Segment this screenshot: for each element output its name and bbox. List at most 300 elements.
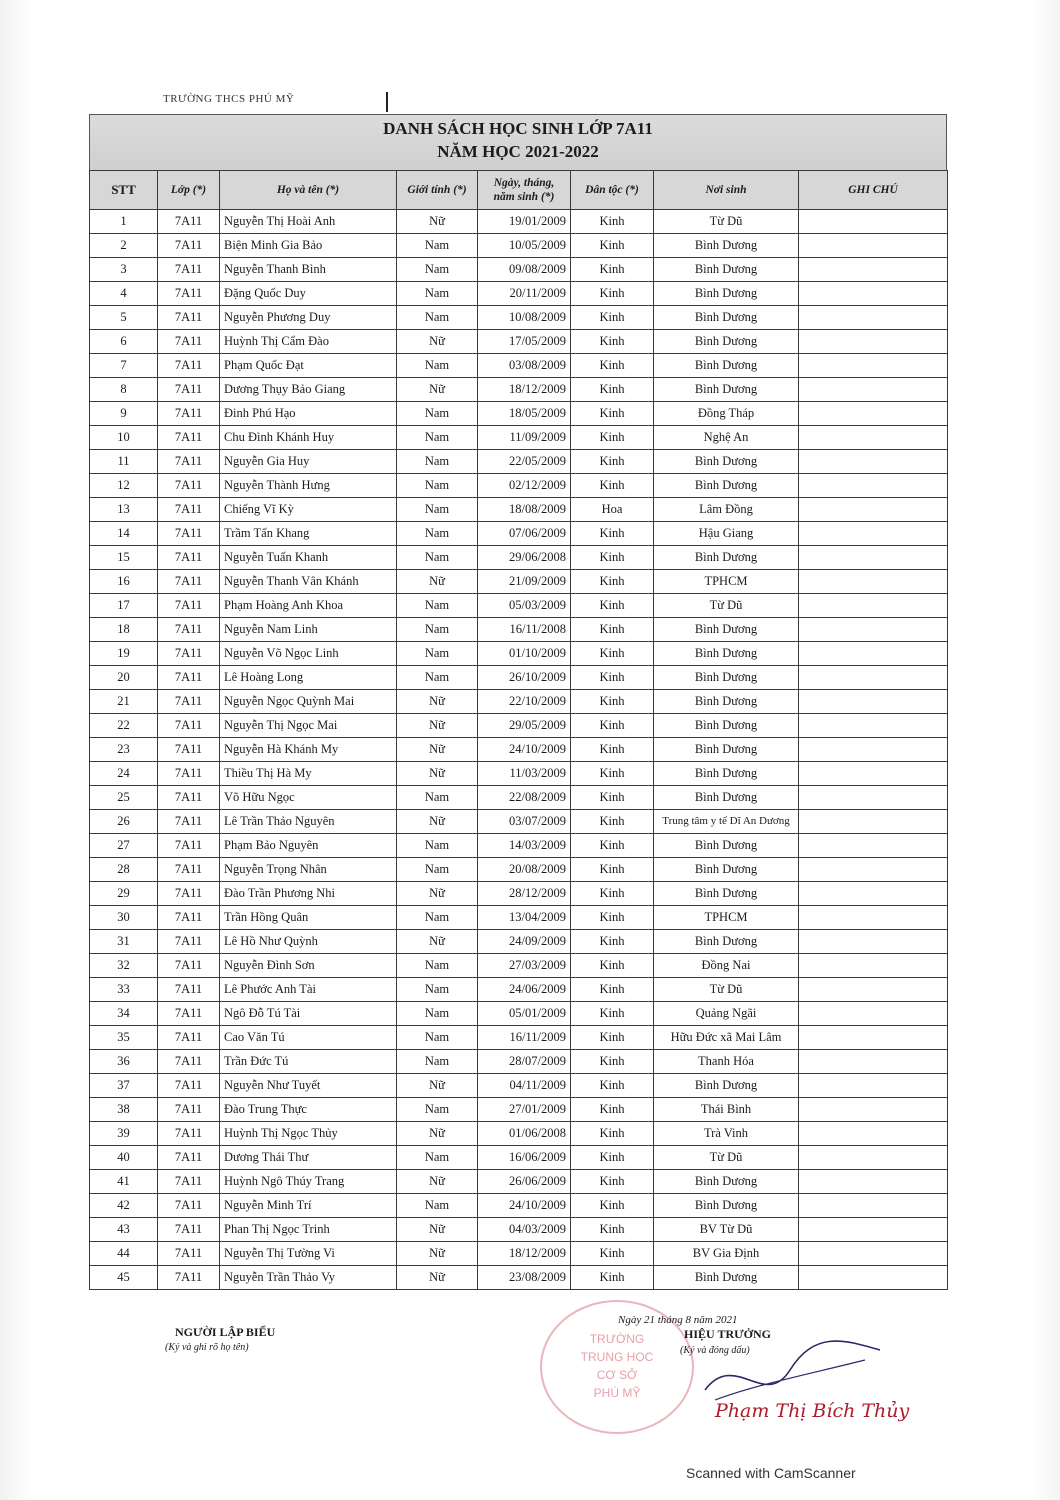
table-row <box>90 834 948 858</box>
cell-birthplace: Bình Dương <box>654 666 799 690</box>
cell-class: 7A11 <box>158 1146 220 1170</box>
cell-stt: 19 <box>90 642 158 666</box>
cell-name: Huỳnh Thị Cẩm Đào <box>220 330 397 354</box>
cell-birthplace: Từ Dũ <box>654 210 799 234</box>
table-row <box>90 1242 948 1266</box>
cell-ethnicity: Kinh <box>571 1194 654 1218</box>
cell-ethnicity: Kinh <box>571 354 654 378</box>
cell-class: 7A11 <box>158 234 220 258</box>
cell-notes <box>799 258 948 282</box>
cell-dob: 22/08/2009 <box>478 786 571 810</box>
cell-stt: 7 <box>90 354 158 378</box>
cell-birthplace: Bình Dương <box>654 1194 799 1218</box>
cell-dob: 09/08/2009 <box>478 258 571 282</box>
cell-name: Nguyễn Thị Ngọc Mai <box>220 714 397 738</box>
table-row <box>90 354 948 378</box>
cell-name: Nguyễn Tuấn Khanh <box>220 546 397 570</box>
cell-gender: Nam <box>397 1146 478 1170</box>
cell-ethnicity: Kinh <box>571 1074 654 1098</box>
cell-class: 7A11 <box>158 1170 220 1194</box>
cell-birthplace: Bình Dương <box>654 714 799 738</box>
cell-stt: 22 <box>90 714 158 738</box>
table-row <box>90 234 948 258</box>
cell-gender: Nữ <box>397 378 478 402</box>
cell-name: Nguyễn Thanh Bình <box>220 258 397 282</box>
cell-class: 7A11 <box>158 306 220 330</box>
cell-stt: 1 <box>90 210 158 234</box>
cell-name: Nguyễn Võ Ngọc Linh <box>220 642 397 666</box>
cell-name: Lê Hồ Như Quỳnh <box>220 930 397 954</box>
cell-class: 7A11 <box>158 762 220 786</box>
col-header-birthplace: Nơi sinh <box>654 171 799 210</box>
cell-notes <box>799 666 948 690</box>
cell-notes <box>799 354 948 378</box>
cell-dob: 17/05/2009 <box>478 330 571 354</box>
col-header-ethnicity: Dân tộc (*) <box>571 171 654 210</box>
cell-birthplace: Bình Dương <box>654 258 799 282</box>
cell-dob: 20/11/2009 <box>478 282 571 306</box>
cell-stt: 28 <box>90 858 158 882</box>
cell-class: 7A11 <box>158 738 220 762</box>
scanner-watermark: Scanned with CamScanner <box>686 1465 856 1481</box>
cell-gender: Nam <box>397 906 478 930</box>
cell-ethnicity: Kinh <box>571 594 654 618</box>
cell-name: Cao Văn Tú <box>220 1026 397 1050</box>
cell-ethnicity: Kinh <box>571 1002 654 1026</box>
student-rows <box>90 210 948 1290</box>
cell-notes <box>799 330 948 354</box>
table-row <box>90 714 948 738</box>
cell-dob: 24/09/2009 <box>478 930 571 954</box>
cell-gender: Nam <box>397 978 478 1002</box>
cell-ethnicity: Kinh <box>571 618 654 642</box>
table-row <box>90 1098 948 1122</box>
cell-dob: 05/01/2009 <box>478 1002 571 1026</box>
cell-name: Phạm Bảo Nguyên <box>220 834 397 858</box>
cell-ethnicity: Kinh <box>571 570 654 594</box>
table-row <box>90 426 948 450</box>
cell-stt: 5 <box>90 306 158 330</box>
cell-dob: 22/10/2009 <box>478 690 571 714</box>
cell-ethnicity: Kinh <box>571 330 654 354</box>
cell-stt: 33 <box>90 978 158 1002</box>
table-row <box>90 786 948 810</box>
cell-notes <box>799 474 948 498</box>
cell-dob: 18/08/2009 <box>478 498 571 522</box>
cell-stt: 42 <box>90 1194 158 1218</box>
table-header-row <box>90 171 948 210</box>
cell-class: 7A11 <box>158 858 220 882</box>
cell-stt: 2 <box>90 234 158 258</box>
cell-birthplace: Trung tâm y tế Dĩ An Dương <box>654 810 799 834</box>
cell-notes <box>799 858 948 882</box>
cell-gender: Nữ <box>397 1266 478 1290</box>
table-row <box>90 858 948 882</box>
cell-name: Nguyễn Phương Duy <box>220 306 397 330</box>
cell-birthplace: Bình Dương <box>654 618 799 642</box>
cell-dob: 05/03/2009 <box>478 594 571 618</box>
cell-birthplace: TPHCM <box>654 906 799 930</box>
cell-ethnicity: Kinh <box>571 1242 654 1266</box>
cell-gender: Nam <box>397 1002 478 1026</box>
cell-stt: 21 <box>90 690 158 714</box>
cell-dob: 10/08/2009 <box>478 306 571 330</box>
cell-ethnicity: Kinh <box>571 258 654 282</box>
col-header-name: Họ và tên (*) <box>220 171 397 210</box>
table-row <box>90 450 948 474</box>
cell-dob: 16/11/2009 <box>478 1026 571 1050</box>
table-row <box>90 1122 948 1146</box>
table-row <box>90 474 948 498</box>
school-year: NĂM HỌC 2021-2022 <box>437 142 599 161</box>
cell-ethnicity: Kinh <box>571 738 654 762</box>
cell-ethnicity: Kinh <box>571 642 654 666</box>
cell-dob: 10/05/2009 <box>478 234 571 258</box>
cell-birthplace: Hậu Giang <box>654 522 799 546</box>
principal-signature: Phạm Thị Bích Thủy <box>715 1400 910 1422</box>
cell-ethnicity: Kinh <box>571 1122 654 1146</box>
cell-notes <box>799 1026 948 1050</box>
cell-birthplace: Thái Bình <box>654 1098 799 1122</box>
cell-birthplace: Quảng Ngãi <box>654 1002 799 1026</box>
cell-dob: 18/05/2009 <box>478 402 571 426</box>
cell-ethnicity: Kinh <box>571 666 654 690</box>
cell-gender: Nữ <box>397 1170 478 1194</box>
cell-stt: 27 <box>90 834 158 858</box>
cell-gender: Nam <box>397 354 478 378</box>
table-row <box>90 498 948 522</box>
preparer-title: NGƯỜI LẬP BIỂU <box>175 1325 276 1339</box>
table-row <box>90 1026 948 1050</box>
cell-class: 7A11 <box>158 378 220 402</box>
cell-stt: 32 <box>90 954 158 978</box>
cell-birthplace: Đồng Nai <box>654 954 799 978</box>
cell-dob: 16/11/2008 <box>478 618 571 642</box>
cell-notes <box>799 1122 948 1146</box>
cell-class: 7A11 <box>158 834 220 858</box>
cell-dob: 01/10/2009 <box>478 642 571 666</box>
cell-gender: Nữ <box>397 1218 478 1242</box>
col-header-class: Lớp (*) <box>158 171 220 210</box>
cell-gender: Nam <box>397 282 478 306</box>
cell-class: 7A11 <box>158 978 220 1002</box>
cell-class: 7A11 <box>158 882 220 906</box>
table-row <box>90 1170 948 1194</box>
cell-birthplace: Hữu Đức xã Mai Lâm <box>654 1026 799 1050</box>
table-row <box>90 954 948 978</box>
cell-ethnicity: Kinh <box>571 834 654 858</box>
cell-dob: 11/03/2009 <box>478 762 571 786</box>
table-row <box>90 882 948 906</box>
cell-dob: 18/12/2009 <box>478 1242 571 1266</box>
preparer-note: (Ký và ghi rõ họ tên) <box>165 1342 249 1353</box>
cell-ethnicity: Hoa <box>571 498 654 522</box>
cell-notes <box>799 1002 948 1026</box>
cell-class: 7A11 <box>158 1050 220 1074</box>
cell-notes <box>799 1194 948 1218</box>
cell-gender: Nam <box>397 1098 478 1122</box>
cell-notes <box>799 834 948 858</box>
cell-stt: 44 <box>90 1242 158 1266</box>
cell-dob: 29/05/2009 <box>478 714 571 738</box>
cell-gender: Nam <box>397 474 478 498</box>
cell-ethnicity: Kinh <box>571 1266 654 1290</box>
cell-gender: Nam <box>397 426 478 450</box>
cell-name: Võ Hữu Ngọc <box>220 786 397 810</box>
table-row <box>90 762 948 786</box>
cell-stt: 20 <box>90 666 158 690</box>
table-row <box>90 1050 948 1074</box>
cell-stt: 23 <box>90 738 158 762</box>
stamp-line: CƠ SỞ <box>596 1368 638 1382</box>
cell-name: Đào Trần Phương Nhi <box>220 882 397 906</box>
cell-ethnicity: Kinh <box>571 522 654 546</box>
cell-notes <box>799 1242 948 1266</box>
cell-class: 7A11 <box>158 522 220 546</box>
cell-dob: 16/06/2009 <box>478 1146 571 1170</box>
cell-class: 7A11 <box>158 594 220 618</box>
cell-class: 7A11 <box>158 1002 220 1026</box>
table-row <box>90 690 948 714</box>
cell-name: Biện Minh Gia Bảo <box>220 234 397 258</box>
cell-stt: 17 <box>90 594 158 618</box>
cell-gender: Nữ <box>397 1242 478 1266</box>
cell-name: Nguyễn Minh Trí <box>220 1194 397 1218</box>
cell-notes <box>799 618 948 642</box>
table-row <box>90 1146 948 1170</box>
cell-stt: 18 <box>90 618 158 642</box>
cell-gender: Nam <box>397 1194 478 1218</box>
cell-stt: 10 <box>90 426 158 450</box>
table-row <box>90 522 948 546</box>
cell-name: Thiều Thị Hà My <box>220 762 397 786</box>
cell-ethnicity: Kinh <box>571 954 654 978</box>
cell-notes <box>799 1146 948 1170</box>
cell-class: 7A11 <box>158 1122 220 1146</box>
cell-class: 7A11 <box>158 1242 220 1266</box>
cell-ethnicity: Kinh <box>571 762 654 786</box>
cell-dob: 23/08/2009 <box>478 1266 571 1290</box>
cell-notes <box>799 546 948 570</box>
cell-birthplace: Bình Dương <box>654 642 799 666</box>
cell-name: Nguyễn Trần Thảo Vy <box>220 1266 397 1290</box>
cell-notes <box>799 1050 948 1074</box>
cell-gender: Nữ <box>397 1074 478 1098</box>
cell-stt: 39 <box>90 1122 158 1146</box>
school-name: TRƯỜNG THCS PHÚ MỸ <box>163 93 295 105</box>
cell-stt: 25 <box>90 786 158 810</box>
cell-class: 7A11 <box>158 402 220 426</box>
cell-stt: 11 <box>90 450 158 474</box>
cell-ethnicity: Kinh <box>571 282 654 306</box>
cell-stt: 40 <box>90 1146 158 1170</box>
cell-birthplace: Bình Dương <box>654 378 799 402</box>
cell-class: 7A11 <box>158 1194 220 1218</box>
page-title: DANH SÁCH HỌC SINH LỚP 7A11 <box>383 119 653 138</box>
cell-name: Trần Hồng Quân <box>220 906 397 930</box>
cell-class: 7A11 <box>158 498 220 522</box>
cell-notes <box>799 594 948 618</box>
cell-ethnicity: Kinh <box>571 930 654 954</box>
cell-birthplace: Thanh Hóa <box>654 1050 799 1074</box>
table-row <box>90 618 948 642</box>
cell-stt: 36 <box>90 1050 158 1074</box>
cell-name: Nguyễn Thị Tường Vi <box>220 1242 397 1266</box>
cell-name: Nguyễn Thanh Vân Khánh <box>220 570 397 594</box>
cell-class: 7A11 <box>158 906 220 930</box>
cell-stt: 29 <box>90 882 158 906</box>
cell-ethnicity: Kinh <box>571 786 654 810</box>
table-row <box>90 570 948 594</box>
cell-dob: 24/10/2009 <box>478 1194 571 1218</box>
col-header-gender: Giới tính (*) <box>397 171 478 210</box>
cell-gender: Nam <box>397 306 478 330</box>
cell-name: Huỳnh Ngô Thúy Trang <box>220 1170 397 1194</box>
cell-birthplace: Bình Dương <box>654 882 799 906</box>
cell-notes <box>799 1218 948 1242</box>
table-row <box>90 1002 948 1026</box>
cell-dob: 18/12/2009 <box>478 378 571 402</box>
cell-stt: 45 <box>90 1266 158 1290</box>
cell-notes <box>799 282 948 306</box>
cell-birthplace: BV Gia Định <box>654 1242 799 1266</box>
cell-notes <box>799 522 948 546</box>
cell-ethnicity: Kinh <box>571 978 654 1002</box>
cell-gender: Nam <box>397 954 478 978</box>
cell-notes <box>799 714 948 738</box>
cell-class: 7A11 <box>158 618 220 642</box>
cell-dob: 14/03/2009 <box>478 834 571 858</box>
cell-notes <box>799 498 948 522</box>
cell-class: 7A11 <box>158 1266 220 1290</box>
cell-class: 7A11 <box>158 930 220 954</box>
cell-birthplace: Bình Dương <box>654 690 799 714</box>
cell-birthplace: Từ Dũ <box>654 978 799 1002</box>
cell-notes <box>799 882 948 906</box>
cell-name: Phạm Quốc Đạt <box>220 354 397 378</box>
cell-name: Đặng Quốc Duy <box>220 282 397 306</box>
table-row <box>90 402 948 426</box>
cell-class: 7A11 <box>158 690 220 714</box>
cell-gender: Nam <box>397 858 478 882</box>
cell-name: Nguyễn Nam Linh <box>220 618 397 642</box>
cell-ethnicity: Kinh <box>571 882 654 906</box>
cell-name: Đinh Phú Hạo <box>220 402 397 426</box>
cell-gender: Nữ <box>397 714 478 738</box>
cell-gender: Nam <box>397 402 478 426</box>
cell-name: Nguyễn Ngọc Quỳnh Mai <box>220 690 397 714</box>
cell-name: Nguyễn Hà Khánh My <box>220 738 397 762</box>
cell-name: Ngô Đỗ Tú Tài <box>220 1002 397 1026</box>
cell-name: Nguyễn Thành Hưng <box>220 474 397 498</box>
cell-name: Nguyễn Trọng Nhân <box>220 858 397 882</box>
cell-notes <box>799 642 948 666</box>
cell-gender: Nam <box>397 258 478 282</box>
cell-dob: 22/05/2009 <box>478 450 571 474</box>
cell-birthplace: Bình Dương <box>654 834 799 858</box>
cell-ethnicity: Kinh <box>571 1050 654 1074</box>
table-row <box>90 1218 948 1242</box>
cell-ethnicity: Kinh <box>571 858 654 882</box>
cell-stt: 34 <box>90 1002 158 1026</box>
cell-dob: 03/08/2009 <box>478 354 571 378</box>
cell-dob: 13/04/2009 <box>478 906 571 930</box>
cell-dob: 04/11/2009 <box>478 1074 571 1098</box>
cell-class: 7A11 <box>158 1026 220 1050</box>
table-row <box>90 1074 948 1098</box>
cell-ethnicity: Kinh <box>571 426 654 450</box>
cell-name: Trầm Tấn Khang <box>220 522 397 546</box>
cell-name: Nguyễn Thị Hoài Anh <box>220 210 397 234</box>
stamp-line: TRƯỜNG <box>589 1332 645 1346</box>
cell-stt: 37 <box>90 1074 158 1098</box>
cell-birthplace: Bình Dương <box>654 858 799 882</box>
cell-stt: 15 <box>90 546 158 570</box>
cell-ethnicity: Kinh <box>571 1026 654 1050</box>
cell-dob: 02/12/2009 <box>478 474 571 498</box>
cell-dob: 07/06/2009 <box>478 522 571 546</box>
cell-class: 7A11 <box>158 282 220 306</box>
cell-stt: 13 <box>90 498 158 522</box>
cell-class: 7A11 <box>158 1218 220 1242</box>
stamp-line: PHÚ MỸ <box>593 1386 641 1400</box>
cell-name: Dương Thái Thư <box>220 1146 397 1170</box>
cell-stt: 35 <box>90 1026 158 1050</box>
cell-class: 7A11 <box>158 1074 220 1098</box>
cell-dob: 04/03/2009 <box>478 1218 571 1242</box>
table-row <box>90 666 948 690</box>
cell-name: Lê Hoàng Long <box>220 666 397 690</box>
cell-birthplace: Lâm Đồng <box>654 498 799 522</box>
cell-birthplace: Trà Vinh <box>654 1122 799 1146</box>
table-row <box>90 930 948 954</box>
cell-name: Lê Trần Thảo Nguyên <box>220 810 397 834</box>
table-row <box>90 1194 948 1218</box>
cell-gender: Nam <box>397 786 478 810</box>
cell-name: Chu Đình Khánh Huy <box>220 426 397 450</box>
cell-dob: 20/08/2009 <box>478 858 571 882</box>
cell-notes <box>799 1074 948 1098</box>
cell-gender: Nam <box>397 498 478 522</box>
cell-class: 7A11 <box>158 786 220 810</box>
student-table <box>89 170 948 1290</box>
cell-dob: 03/07/2009 <box>478 810 571 834</box>
cell-notes <box>799 450 948 474</box>
cell-notes <box>799 738 948 762</box>
cell-notes <box>799 810 948 834</box>
cell-name: Phạm Hoàng Anh Khoa <box>220 594 397 618</box>
cell-stt: 6 <box>90 330 158 354</box>
cell-notes <box>799 210 948 234</box>
cell-ethnicity: Kinh <box>571 210 654 234</box>
stamp-line: TRUNG HỌC <box>580 1350 654 1364</box>
cell-notes <box>799 690 948 714</box>
cell-gender: Nữ <box>397 810 478 834</box>
cell-stt: 16 <box>90 570 158 594</box>
cell-class: 7A11 <box>158 450 220 474</box>
cell-dob: 24/10/2009 <box>478 738 571 762</box>
cell-ethnicity: Kinh <box>571 1098 654 1122</box>
cell-name: Nguyễn Đình Sơn <box>220 954 397 978</box>
cell-gender: Nam <box>397 594 478 618</box>
cell-birthplace: Bình Dương <box>654 282 799 306</box>
cell-gender: Nam <box>397 618 478 642</box>
cell-dob: 11/09/2009 <box>478 426 571 450</box>
cell-birthplace: Đồng Tháp <box>654 402 799 426</box>
cell-ethnicity: Kinh <box>571 906 654 930</box>
cell-name: Trần Đức Tú <box>220 1050 397 1074</box>
cell-stt: 31 <box>90 930 158 954</box>
